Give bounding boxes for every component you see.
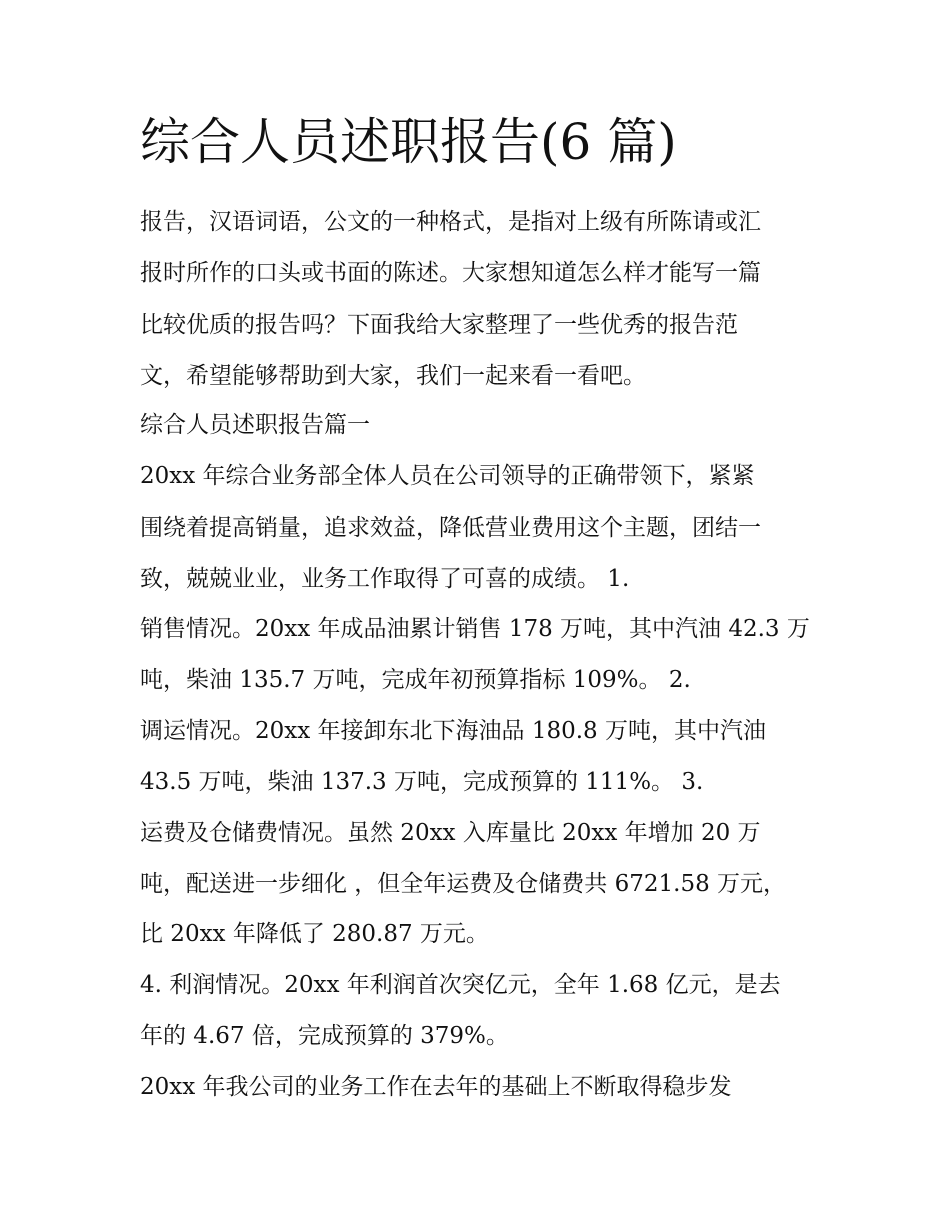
paragraph-line: 年的 4.67 倍，完成预算的 379%。 [140, 1023, 509, 1049]
paragraph-line: 吨，柴油 135.7 万吨，完成年初预算指标 109%。 2. [140, 667, 691, 693]
paragraph-line: 报告，汉语词语，公文的一种格式，是指对上级有所陈请或汇 [140, 209, 761, 235]
paragraph-line: 销售情况。20xx 年成品油累计销售 178 万吨，其中汽油 42.3 万 [140, 616, 810, 642]
paragraph-line: 比 20xx 年降低了 280.87 万元。 [140, 921, 489, 947]
paragraph-line: 4. 利润情况。20xx 年利润首次突亿元，全年 1.68 亿元，是去 [140, 972, 781, 998]
paragraph-line: 吨，配送进一步细化 ，但全年运费及仓储费共 6721.58 万元， [140, 871, 787, 897]
paragraph-line: 致，兢兢业业，业务工作取得了可喜的成绩。 1. [140, 566, 630, 592]
document-title: 综合人员述职报告(6 篇) [140, 113, 677, 171]
paragraph-line: 文，希望能够帮助到大家，我们一起来看一看吧。 [140, 363, 646, 389]
section-heading: 综合人员述职报告篇一 [140, 412, 370, 438]
paragraph-line: 20xx 年我公司的业务工作在去年的基础上不断取得稳步发 [140, 1074, 732, 1100]
paragraph-line: 比较优质的报告吗？下面我给大家整理了一些优秀的报告范 [140, 312, 738, 338]
paragraph-line: 围绕着提高销量，追求效益，降低营业费用这个主题，团结一 [140, 515, 761, 541]
paragraph-line: 调运情况。20xx 年接卸东北下海油品 180.8 万吨，其中汽油 [140, 718, 766, 744]
paragraph-line: 运费及仓储费情况。虽然 20xx 入库量比 20xx 年增加 20 万 [140, 820, 761, 846]
paragraph-line: 20xx 年综合业务部全体人员在公司领导的正确带领下，紧紧 [140, 463, 755, 489]
paragraph-line: 报时所作的口头或书面的陈述。大家想知道怎么样才能写一篇 [140, 260, 761, 286]
paragraph-line: 43.5 万吨，柴油 137.3 万吨，完成预算的 111%。 3. [140, 769, 704, 795]
